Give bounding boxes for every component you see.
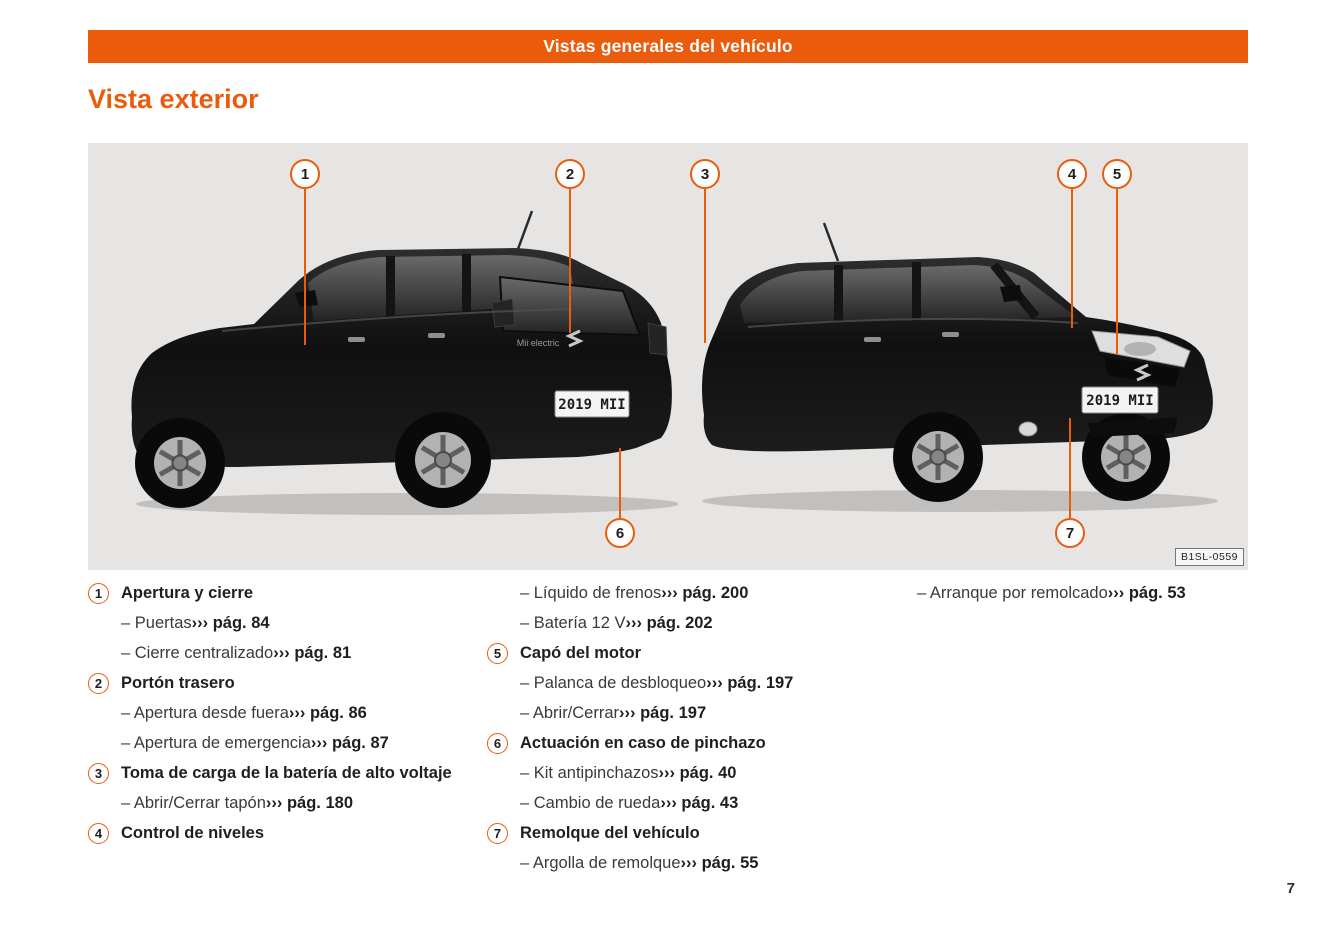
page-reference: ››› pág. 202 (625, 614, 713, 632)
legend-subitem-text: – Argolla de remolque (520, 854, 681, 872)
callout-leader-lines (88, 143, 1248, 570)
legend-item (487, 732, 879, 754)
legend-subitem (487, 792, 879, 814)
legend-item-label: Control de niveles (121, 824, 265, 842)
legend-item (88, 672, 480, 694)
callout-3: 3 (690, 159, 720, 189)
legend-subitem (487, 702, 879, 724)
callout-5: 5 (1102, 159, 1132, 189)
legend-subitem-text: – Abrir/Cerrar (520, 704, 620, 722)
legend-item (487, 822, 879, 844)
legend-item-label: Remolque del vehículo (520, 824, 700, 842)
legend-item-number: 2 (88, 673, 109, 694)
legend-subitem-text: – Palanca de desbloqueo (520, 674, 707, 692)
page-reference: ››› pág. 197 (706, 674, 794, 692)
legend-subitem-text: – Abrir/Cerrar tapón (121, 794, 266, 812)
legend-subitem (88, 792, 480, 814)
legend-subitem-text: – Cambio de rueda (520, 794, 661, 812)
legend-item (88, 582, 480, 604)
page-reference: ››› pág. 86 (288, 704, 367, 722)
legend-subitem (487, 612, 879, 634)
callout-1: 1 (290, 159, 320, 189)
callout-7: 7 (1055, 518, 1085, 548)
figure-code: B1SL-0559 (1175, 548, 1244, 566)
page-header-band (88, 30, 1248, 63)
page-reference: ››› pág. 55 (680, 854, 759, 872)
vehicle-figure-panel (88, 143, 1248, 570)
legend-subitem (88, 642, 480, 664)
legend-item-label: Apertura y cierre (121, 584, 254, 602)
page-reference: ››› pág. 53 (1107, 584, 1186, 602)
page-reference: ››› pág. 87 (310, 734, 389, 752)
legend-item-label: Toma de carga de la batería de alto voltaje (121, 764, 452, 782)
model-badge: Mii electric (516, 338, 560, 348)
legend-item-number: 3 (88, 763, 109, 784)
legend-column-1 (88, 582, 480, 852)
legend-subitem (88, 702, 480, 724)
legend-item-number: 6 (487, 733, 508, 754)
legend-subitem (487, 762, 879, 784)
page-reference: ››› pág. 81 (273, 644, 352, 662)
legend-item-label: Portón trasero (121, 674, 235, 692)
page-number: 7 (1286, 880, 1295, 897)
page-header-title: Vistas generales del vehículo (543, 36, 793, 56)
legend-subitem-text: – Cierre centralizado (121, 644, 274, 662)
license-plate-text: 2019 MII (1086, 393, 1154, 409)
legend-item-number: 5 (487, 643, 508, 664)
legend-item (88, 762, 480, 784)
legend-subitem-text: – Apertura de emergencia (121, 734, 311, 752)
callout-4: 4 (1057, 159, 1087, 189)
legend-subitem-text: – Líquido de frenos (520, 584, 662, 602)
legend-subitem (88, 732, 480, 754)
legend-subitem-text: – Arranque por remolcado (917, 584, 1108, 602)
legend-subitem (487, 672, 879, 694)
legend-column-3 (884, 582, 1264, 612)
legend-subitem-text: – Kit antipinchazos (520, 764, 659, 782)
legend-column-2 (487, 582, 879, 882)
legend-subitem-text: – Apertura desde fuera (121, 704, 289, 722)
page-reference: ››› pág. 200 (661, 584, 749, 602)
legend-subitem-text: – Batería 12 V (520, 614, 626, 632)
legend-item-label: Capó del motor (520, 644, 642, 662)
legend-item (487, 642, 879, 664)
page-reference: ››› pág. 40 (658, 764, 737, 782)
legend-item-label: Actuación en caso de pinchazo (520, 734, 766, 752)
section-title: Vista exterior (88, 84, 259, 114)
page-reference: ››› pág. 84 (191, 614, 270, 632)
legend-item-number: 1 (88, 583, 109, 604)
page-reference: ››› pág. 43 (660, 794, 739, 812)
legend-subitem (487, 852, 879, 874)
legend-subitem (884, 582, 1264, 604)
callout-6: 6 (605, 518, 635, 548)
legend-subitem-text: – Puertas (121, 614, 192, 632)
legend-item (88, 822, 480, 844)
page-reference: ››› pág. 180 (265, 794, 354, 812)
legend-item-number: 4 (88, 823, 109, 844)
legend-item-number: 7 (487, 823, 508, 844)
callout-2: 2 (555, 159, 585, 189)
page-reference: ››› pág. 197 (619, 704, 707, 722)
legend-subitem (487, 582, 879, 604)
license-plate-text: 2019 MII (558, 397, 626, 413)
legend-subitem (88, 612, 480, 634)
